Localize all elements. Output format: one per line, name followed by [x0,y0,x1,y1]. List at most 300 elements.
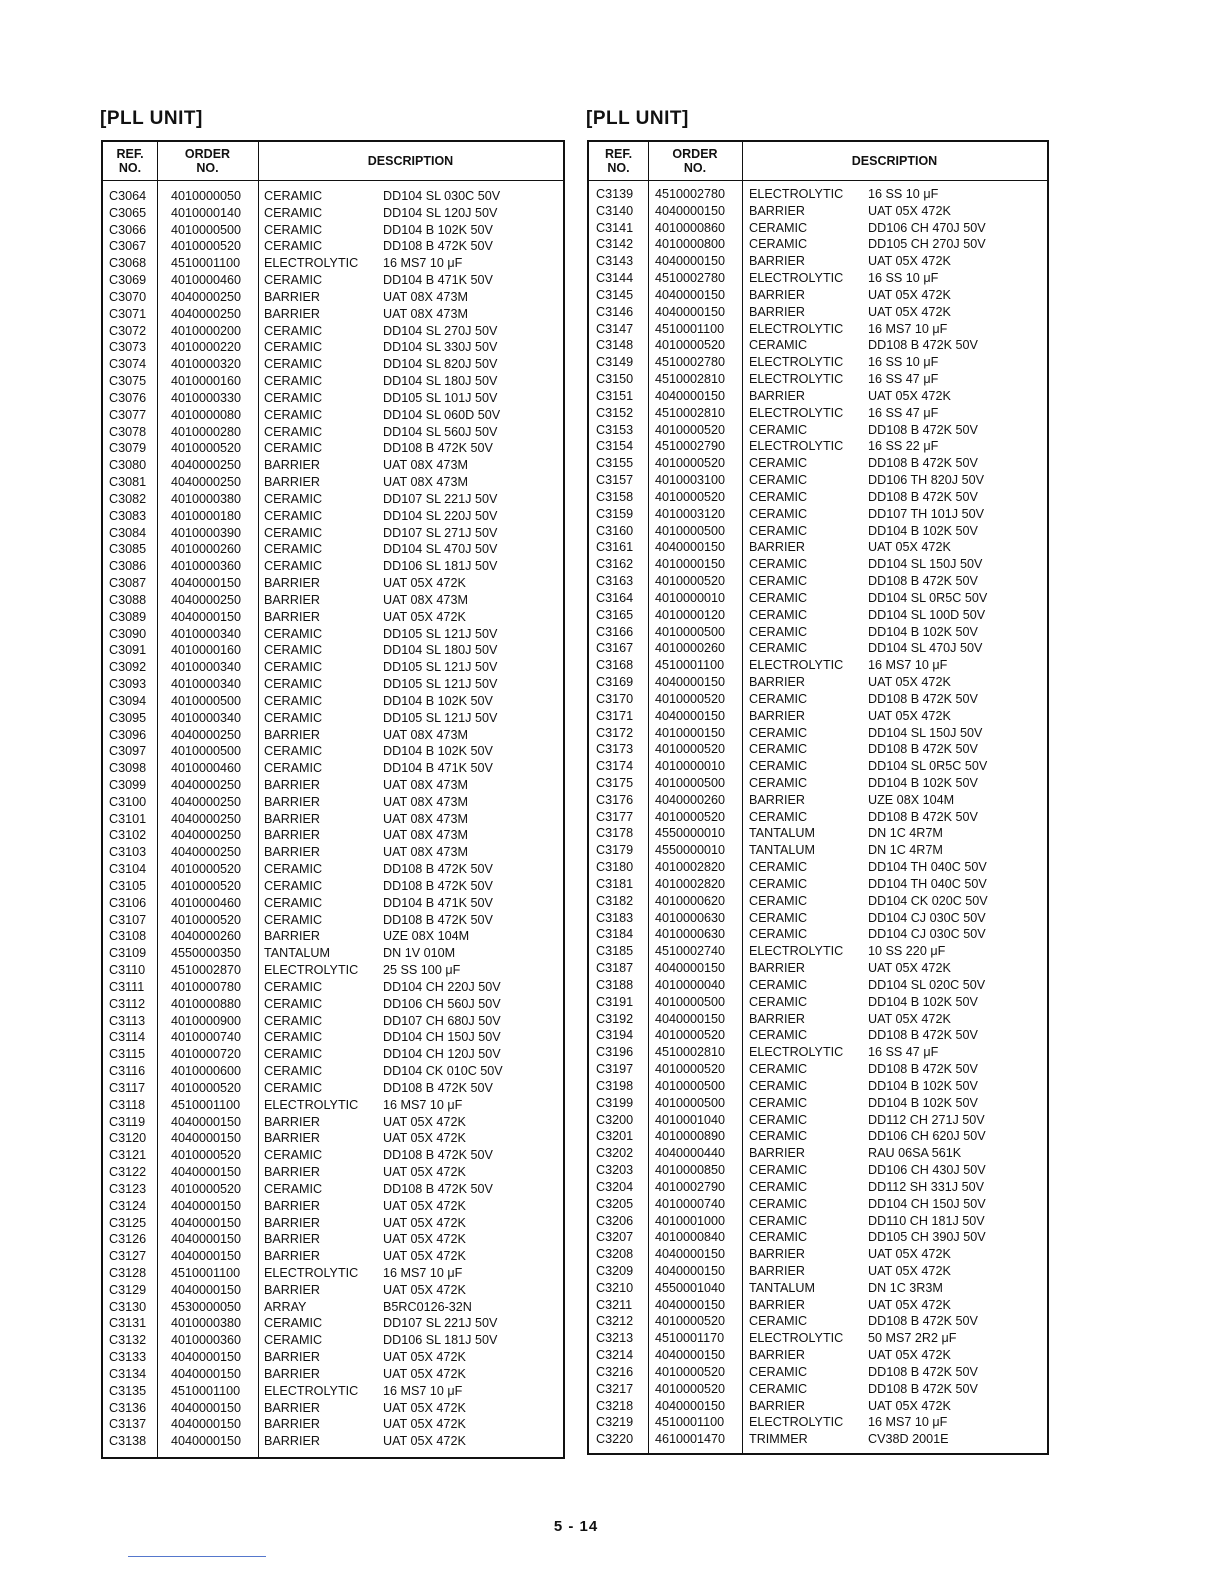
order-no: 4040000150 [655,1011,726,1026]
part-type: CERAMIC [749,1230,808,1245]
ref-no: C3085 [109,542,147,557]
part-type: ARRAY [264,1299,307,1314]
table-row [103,424,563,441]
ref-no: C3151 [596,388,634,403]
part-type: ELECTROLYTIC [264,1383,359,1398]
part-spec: 16 SS 47 μF [868,1045,939,1060]
table-header [589,142,1047,181]
table-row [589,556,1047,573]
order-no: 4040000260 [655,792,726,807]
part-type: TANTALUM [749,826,815,841]
part-spec: 16 SS 10 μF [868,187,939,201]
part-type: CERAMIC [264,189,323,203]
order-no: 4010003100 [655,473,726,488]
ref-no: C3214 [596,1348,634,1363]
ref-no: C3066 [109,222,147,237]
ref-no: C3107 [109,912,147,927]
table-row [103,238,563,255]
part-type: CERAMIC [264,525,323,540]
order-no: 4010000010 [655,759,726,774]
part-spec: DD104 B 102K 50V [868,994,978,1009]
table-row [103,996,563,1013]
table-row [589,371,1047,388]
order-no: 4010000520 [655,1028,726,1043]
order-no: 4010000390 [171,525,242,540]
left-rows [103,188,563,1450]
table-row [589,607,1047,624]
part-spec: DD104 B 102K 50V [383,744,493,759]
order-no: 4010000500 [171,693,242,708]
order-no: 4010000600 [171,1064,242,1079]
table-row [589,1095,1047,1112]
ref-no: C3089 [109,609,147,624]
ref-no: C3090 [109,626,147,641]
order-no: 4010000500 [655,994,726,1009]
ref-no: C3095 [109,710,147,725]
part-type: CERAMIC [749,1078,808,1093]
ref-no: C3161 [596,540,634,555]
ref-no: C3157 [596,473,634,488]
description-header-text: DESCRIPTION [367,154,454,168]
ref-no-header [589,142,648,180]
part-type: CERAMIC [749,927,808,942]
part-type: CERAMIC [749,910,808,925]
ref-no: C3171 [596,708,634,723]
table-row [103,676,563,693]
order-no: 4510002810 [655,1045,726,1060]
table-row [589,220,1047,237]
order-no: 4040000150 [171,1165,242,1180]
order-no: 4010000780 [171,979,242,994]
order-no-header [648,142,742,180]
part-type: CERAMIC [749,574,808,589]
order-no: 4040000250 [171,845,242,860]
order-no: 4010000520 [171,1080,242,1095]
ref-no: C3144 [596,271,634,286]
ref-no: C3109 [109,946,147,961]
part-spec: DD104 B 471K 50V [383,895,493,910]
part-spec: UAT 05X 472K [383,1131,466,1146]
order-no: 4010000520 [171,878,242,893]
order-no: 4010000120 [655,607,726,622]
table-row [103,811,563,828]
table-row [103,760,563,777]
ref-no: C3116 [109,1064,146,1079]
table-row [103,1198,563,1215]
part-type: CERAMIC [264,744,323,759]
ref-no: C3113 [109,1013,146,1028]
part-spec: DD104 CH 150J 50V [383,1030,501,1045]
part-spec: DD104 SL 020C 50V [868,977,986,992]
table-row [589,1162,1047,1179]
table-row [589,337,1047,354]
part-spec: UAT 08X 473M [383,845,468,860]
part-spec: DD104 SL 560J 50V [383,424,498,439]
part-type: BARRIER [264,1131,320,1146]
part-spec: DD104 SL 150J 50V [868,557,983,572]
part-spec: DN 1C 3R3M [868,1280,943,1295]
ref-no: C3108 [109,929,147,944]
part-spec: DD104 B 102K 50V [868,624,978,639]
table-row [589,354,1047,371]
part-type: CERAMIC [264,912,323,927]
order-no: 4510002740 [655,944,726,959]
part-type: BARRIER [264,845,320,860]
part-spec: UAT 05X 472K [383,609,466,624]
ref-no: C3185 [596,944,634,959]
part-spec: CV38D 2001E [868,1432,949,1447]
order-no: 4010000520 [655,1062,726,1077]
table-row [589,1330,1047,1347]
ref-no: C3194 [596,1028,634,1043]
order-no: 4040000250 [171,811,242,826]
order-no: 4010000850 [655,1163,726,1178]
part-spec: UAT 05X 472K [868,675,951,690]
ref-no: C3166 [596,624,634,639]
ref-no: C3129 [109,1282,147,1297]
part-type: TANTALUM [264,946,330,961]
ref-no: C3091 [109,643,147,658]
ref-no: C3200 [596,1112,634,1127]
order-no: 4040000150 [655,304,726,319]
ref-no: C3213 [596,1331,634,1346]
part-spec: 16 MS7 10 μF [383,1097,463,1112]
order-no: 4040000150 [171,1400,242,1415]
part-type: BARRIER [264,576,320,591]
part-spec: DD104 CK 020C 50V [868,893,988,908]
order-no: 4040000440 [655,1146,726,1161]
order-no: 4010000520 [655,809,726,824]
order-no: 4040000150 [171,1417,242,1432]
part-type: BARRIER [264,1366,320,1381]
part-type: BARRIER [749,792,805,807]
order-no: 4010000150 [655,557,726,572]
ref-no: C3175 [596,775,634,790]
table-row [103,1282,563,1299]
order-no: 4510001100 [171,1266,241,1280]
ref-no: C3183 [596,910,634,925]
table-row [589,1112,1047,1129]
part-type: BARRIER [749,287,805,302]
ref-header-line2: NO. [607,161,630,175]
part-spec: UAT 05X 472K [383,1114,466,1129]
order-no: 4040000150 [655,540,726,555]
ref-no: C3177 [596,809,634,824]
part-spec: DD104 SL 030C 50V [383,189,501,203]
part-spec: UAT 08X 473M [383,592,468,607]
ref-header-line1: REF. [604,147,633,161]
table-row [589,1414,1047,1431]
part-spec: DD107 SL 221J 50V [383,491,498,506]
part-type: CERAMIC [749,422,808,437]
order-no: 4010000520 [171,1148,242,1163]
order-no: 4010000520 [655,422,726,437]
ref-no: C3111 [109,979,145,994]
part-spec: DD107 TH 101J 50V [868,506,984,521]
order-no: 4010000340 [171,626,242,641]
order-no: 4040000250 [171,592,242,607]
order-no: 4040000150 [171,1114,242,1129]
table-row [589,523,1047,540]
part-spec: DD110 CH 181J 50V [868,1213,985,1228]
order-no: 4040000150 [171,1350,242,1365]
part-spec: UAT 05X 472K [383,1198,466,1213]
order-no: 4010000500 [655,523,726,538]
ref-no: C3210 [596,1280,634,1295]
part-type: CERAMIC [749,860,808,875]
ref-no: C3101 [109,811,147,826]
table-row [589,775,1047,792]
ref-no: C3163 [596,574,634,589]
order-no: 4010000740 [655,1196,726,1211]
part-spec: DD108 B 472K 50V [868,691,978,706]
part-spec: DD108 B 472K 50V [868,1028,978,1043]
part-type: CERAMIC [264,1181,323,1196]
ref-no: C3074 [109,357,147,372]
ref-no: C3076 [109,390,147,405]
part-spec: UAT 05X 472K [383,1366,466,1381]
table-row [589,1145,1047,1162]
part-spec: UAT 05X 472K [383,1417,466,1432]
table-row [589,1347,1047,1364]
part-spec: 16 MS7 10 μF [383,1383,463,1398]
part-spec: DD104 B 471K 50V [383,273,493,288]
part-type: CERAMIC [749,994,808,1009]
ref-no: C3206 [596,1213,634,1228]
part-spec: 25 SS 100 μF [383,963,461,978]
table-row [103,1063,563,1080]
ref-no: C3126 [109,1232,147,1247]
table-row [589,1398,1047,1415]
ref-no: C3131 [109,1316,147,1331]
order-no: 4010000040 [655,977,726,992]
part-type: CERAMIC [749,489,808,504]
table-row [103,474,563,491]
order-no: 4010000900 [171,1013,242,1028]
order-no: 4040000150 [171,1282,242,1297]
ref-no: C3174 [596,759,634,774]
table-row [103,373,563,390]
part-spec: UAT 05X 472K [868,540,951,555]
part-spec: DD104 B 102K 50V [383,693,493,708]
part-spec: UAT 05X 472K [868,304,951,319]
order-no: 4010000520 [171,862,242,877]
part-spec: 16 SS 10 μF [868,355,939,370]
part-type: ELECTROLYTIC [264,1097,359,1112]
order-no: 4010000500 [655,624,726,639]
table-row [103,1097,563,1114]
table-row [589,792,1047,809]
ref-no: C3145 [596,287,634,302]
part-type: CERAMIC [749,1062,808,1077]
table-row [589,321,1047,338]
part-type: CERAMIC [749,590,808,605]
part-type: CERAMIC [264,660,323,675]
ref-no: C3069 [109,273,147,288]
table-row [589,960,1047,977]
part-type: ELECTROLYTIC [749,321,844,336]
order-no: 4010000740 [171,1030,242,1045]
ref-no: C3104 [109,862,147,877]
part-type: BARRIER [749,203,805,218]
part-spec: DD104 SL 0R5C 50V [868,590,988,605]
ref-no: C3067 [109,239,147,254]
table-row [589,489,1047,506]
part-spec: DD104 SL 180J 50V [383,374,498,389]
part-type: TRIMMER [749,1432,808,1447]
table-row [103,1400,563,1417]
part-spec: DD108 B 472K 50V [383,1148,493,1163]
part-type: ELECTROLYTIC [264,256,359,271]
part-type: CERAMIC [749,338,808,353]
part-type: CERAMIC [749,1028,808,1043]
table-row [589,708,1047,725]
order-no: 4010000460 [171,273,242,288]
table-row [103,491,563,508]
order-no: 4040000150 [171,1249,242,1264]
order-no: 4010000520 [171,441,242,456]
part-spec: DD108 B 472K 50V [868,489,978,504]
ref-no: C3204 [596,1179,634,1194]
table-row [103,1164,563,1181]
table-row [103,440,563,457]
table-row [589,1280,1047,1297]
ref-no: C3152 [596,405,634,420]
ref-no: C3212 [596,1314,634,1329]
table-row [589,809,1047,826]
part-spec: DD106 TH 820J 50V [868,473,984,488]
part-spec: UAT 08X 473M [383,811,468,826]
part-type: ELECTROLYTIC [264,963,359,978]
ref-no: C3182 [596,893,634,908]
ref-no: C3118 [109,1097,146,1112]
page-number: 5 - 14 [553,1518,599,1535]
table-row [589,825,1047,842]
table-row [103,945,563,962]
order-no: 4010000340 [171,710,242,725]
table-row [103,457,563,474]
ref-no: C3103 [109,845,147,860]
ref-no: C3164 [596,590,634,605]
table-row [103,861,563,878]
table-row [589,388,1047,405]
table-row [103,1029,563,1046]
part-type: CERAMIC [749,1179,808,1194]
part-type: CERAMIC [264,862,323,877]
part-spec: DN 1C 4R7M [868,826,943,841]
part-type: CERAMIC [749,1196,808,1211]
order-header-line2: NO. [683,161,707,175]
order-no: 4010000160 [171,643,242,658]
ref-no: C3082 [109,491,147,506]
part-type: BARRIER [749,675,805,690]
ref-no: C3110 [109,963,146,978]
part-type: BARRIER [264,1114,320,1129]
table-row [103,1265,563,1282]
table-row [103,188,563,205]
part-type: ELECTROLYTIC [749,187,844,201]
part-type: BARRIER [264,929,320,944]
table-row [589,926,1047,943]
table-row [589,573,1047,590]
part-spec: DD105 CH 390J 50V [868,1230,986,1245]
description-header [258,142,563,180]
part-type: CERAMIC [264,424,323,439]
description-header [742,142,1047,180]
table-header [103,142,563,181]
table-row [103,1147,563,1164]
part-type: CERAMIC [749,809,808,824]
part-type: ELECTROLYTIC [749,271,844,286]
order-no: 4040000150 [655,1264,726,1278]
table-row [589,186,1047,203]
table-row [103,844,563,861]
part-type: BARRIER [749,961,805,976]
ref-no: C3143 [596,254,634,269]
table-row [589,859,1047,876]
ref-no: C3137 [109,1417,147,1432]
table-row [103,323,563,340]
part-type: BARRIER [264,1232,320,1247]
order-no: 4040000150 [655,254,726,269]
part-type: BARRIER [749,1297,805,1312]
order-no: 4510002870 [171,963,242,978]
part-spec: DD108 B 472K 50V [383,862,493,877]
part-type: CERAMIC [264,1080,323,1095]
ref-no: C3135 [109,1383,147,1398]
part-spec: UAT 05X 472K [868,961,951,976]
ref-no: C3081 [109,475,147,490]
ref-no: C3136 [109,1400,147,1415]
table-row [589,725,1047,742]
order-no: 4040000150 [655,388,726,403]
table-row [589,1229,1047,1246]
part-spec: 16 SS 10 μF [868,271,939,286]
order-no: 4040000150 [171,609,242,624]
part-type: ELECTROLYTIC [749,372,844,387]
order-no: 4010000340 [171,677,242,692]
table-row [103,592,563,609]
part-type: CERAMIC [264,979,323,994]
part-type: BARRIER [749,1398,805,1413]
ref-no: C3097 [109,744,147,759]
ref-no: C3088 [109,592,147,607]
part-spec: UAT 08X 473M [383,306,468,321]
part-spec: DD108 B 472K 50V [383,239,493,254]
ref-no: C3114 [109,1030,146,1045]
table-row [589,253,1047,270]
ref-no: C3141 [596,220,634,235]
part-spec: DD104 B 102K 50V [868,775,978,790]
part-spec: 16 SS 47 μF [868,372,939,387]
part-type: BARRIER [264,811,320,826]
table-row [589,304,1047,321]
table-row [589,1078,1047,1095]
part-spec: DD108 B 472K 50V [383,1181,493,1196]
part-spec: UZE 08X 104M [383,929,470,944]
ref-no: C3117 [109,1080,146,1095]
part-type: CERAMIC [264,340,323,355]
part-type: CERAMIC [749,523,808,538]
order-no: 4010000160 [171,374,242,389]
part-spec: DD104 CJ 030C 50V [868,927,986,942]
order-no: 4010000500 [171,744,242,759]
part-spec: DD106 CH 430J 50V [868,1163,986,1178]
ref-no: C3203 [596,1163,634,1178]
ref-no: C3179 [596,843,634,858]
ref-no: C3181 [596,876,634,891]
ref-no: C3092 [109,660,147,675]
